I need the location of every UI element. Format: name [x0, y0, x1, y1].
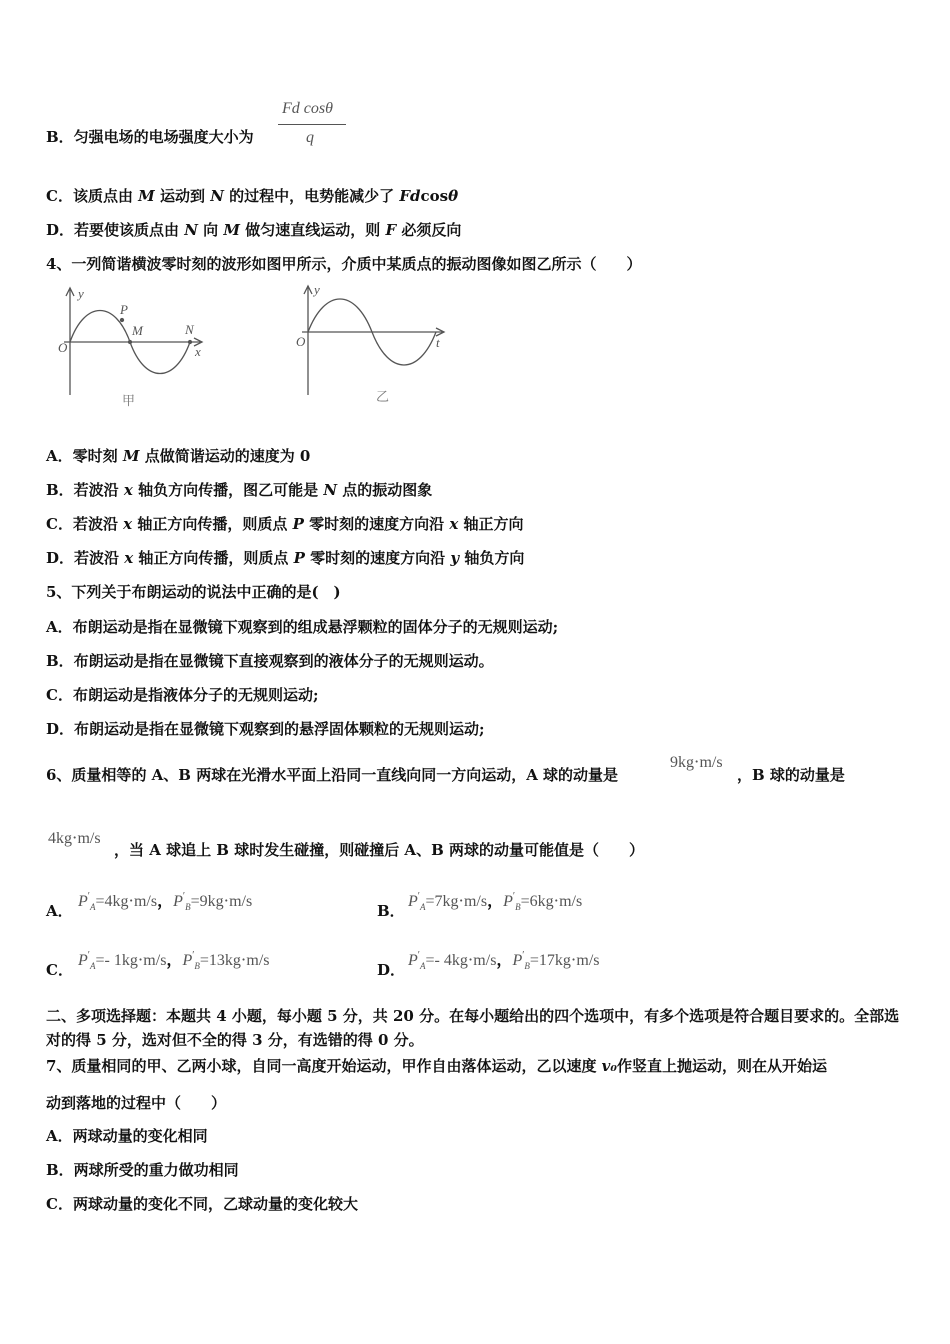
vibration-graph-yi [302, 286, 444, 395]
q6-option-d-label: D． [377, 961, 406, 979]
q4-option-a: A．零时刻 M 点做简谐运动的速度为 0 [46, 447, 311, 465]
q3-fraction-bar [278, 124, 346, 125]
fig2-caption: 乙 [376, 389, 390, 404]
wave-graph-jia [64, 288, 202, 395]
q4-option-b: B．若波沿 x 轴负方向传播，图乙可能是 N 点的振动图象 [46, 481, 433, 499]
fig1-origin-label: O [58, 340, 68, 355]
q7-option-b: B．两球所受的重力做功相同 [46, 1161, 239, 1179]
fig2-origin-label: O [296, 334, 306, 349]
q3-fraction-numerator: Fd cosθ [282, 100, 333, 117]
q6-option-b-label: B． [377, 902, 405, 920]
q7-stem-c: 动到落地的过程中（ ） [46, 1094, 227, 1112]
q6-option-c-formula: $P'_A=-$ 1kg⋅m/s，$P'_B=13kg\cdot m/s$ [78, 950, 270, 971]
q6-pa-value: 9kg⋅m/s [670, 754, 723, 771]
q6-stem-b: ，B 球的动量是 [737, 766, 845, 784]
q6-stem-a: 6、质量相等的 A、B 两球在光滑水平面上沿同一直线向同一方向运动，A 球的动量是 [46, 766, 619, 784]
q6-option-d-formula: $P'_A=-$ 4kg⋅m/s，$P'_B=17kg\cdot m/s$ [408, 950, 600, 971]
q5-stem: 5、下列关于布朗运动的说法中正确的是( ) [46, 583, 341, 601]
q6-option-c-label: C． [46, 961, 73, 979]
fig1-caption: 甲 [122, 393, 136, 408]
q4-stem: 4、一列简谐横波零时刻的波形如图甲所示，介质中某质点的振动图像如图乙所示（ ） [46, 255, 642, 273]
q5-option-c: C．布朗运动是指液体分子的无规则运动; [46, 686, 319, 704]
fig1-x-label: x [195, 344, 201, 359]
q3-option-c: C．该质点由 M 运动到 N 的过程中，电势能减少了 Fdcosθ [46, 187, 459, 205]
q6-stem-c: ，当 A 球追上 B 球时发生碰撞，则碰撞后 A、B 两球的动量可能值是（ ） [114, 841, 644, 859]
q6-option-b-formula: $P'_A=7kg\cdot m/s$，$P'_B=6kg\cdot m/s$ [408, 891, 583, 912]
section2-heading: 二、多项选择题：本题共 4 小题，每小题 5 分，共 20 分。在每小题给出的四个选项中，有多个选项是符合题目要求的。全部选对的得 5 分，选对但不全的得 3 分，有选错的得 0 分。 [46, 1007, 900, 1049]
fig2-t-label: t [436, 335, 440, 350]
q6-option-a-formula: $P'_A=4kg\cdot m/s$，$P'_B=9kg\cdot m/s$ [78, 891, 253, 912]
q7-stem-a: 7、质量相同的甲、乙两小球，自同一高度开始运动，甲作自由落体运动，乙以速度 v₀作竖直上抛运动，则在从开始运 [46, 1057, 827, 1075]
fig1-p-label: P [120, 302, 128, 317]
fig1-m-label: M [132, 323, 143, 338]
fig1-n-label: N [185, 322, 194, 337]
fig2-y-label: y [314, 282, 320, 297]
q5-option-b: B．布朗运动是指在显微镜下直接观察到的液体分子的无规则运动。 [46, 652, 494, 670]
q5-option-d: D．布朗运动是指在显微镜下观察到的悬浮固体颗粒的无规则运动; [46, 720, 485, 738]
q3-fraction-denominator: q [306, 129, 314, 146]
q6-pb-value: 4kg⋅m/s [48, 830, 101, 847]
q3-option-d: D．若要使该质点由 N 向 M 做匀速直线运动，则 F 必须反向 [46, 221, 462, 239]
q5-option-a: A．布朗运动是指在显微镜下观察到的组成悬浮颗粒的固体分子的无规则运动; [46, 618, 559, 636]
q7-option-c: C．两球动量的变化不同，乙球动量的变化较大 [46, 1195, 358, 1213]
q6-option-a-label: A． [46, 902, 73, 920]
q3-option-b: B．匀强电场的电场强度大小为 [46, 128, 254, 146]
q4-option-d: D．若波沿 x 轴正方向传播，则质点 P 零时刻的速度方向沿 y 轴负方向 [46, 549, 525, 567]
fig1-y-label: y [78, 286, 84, 301]
q7-option-a: A．两球动量的变化相同 [46, 1127, 208, 1145]
q4-figures [50, 280, 470, 415]
q4-option-c: C．若波沿 x 轴正方向传播，则质点 P 零时刻的速度方向沿 x 轴正方向 [46, 515, 524, 533]
